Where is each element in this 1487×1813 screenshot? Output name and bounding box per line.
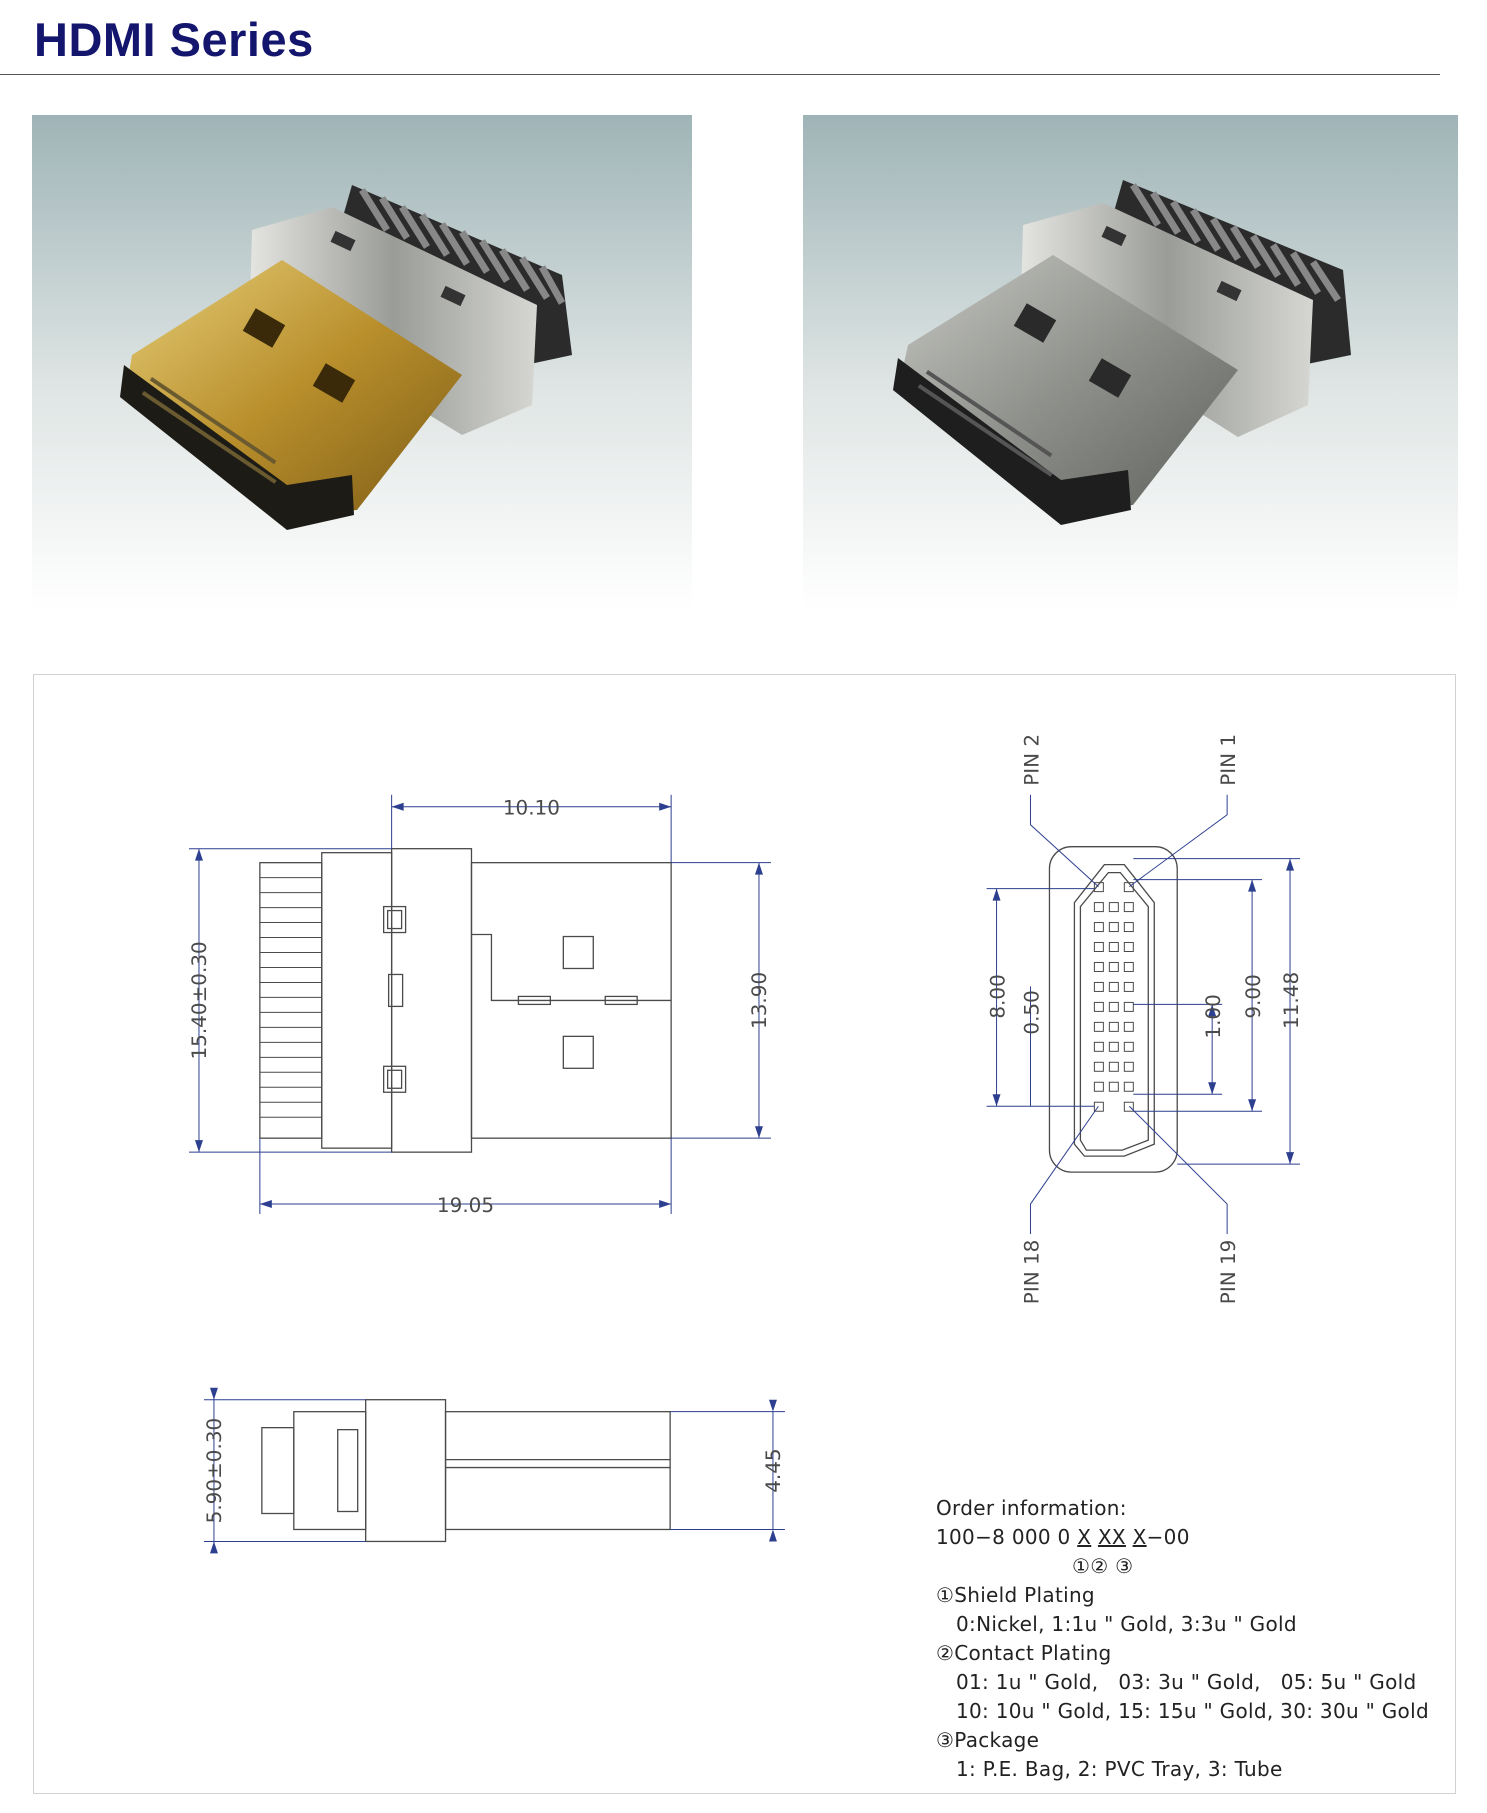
order-heading: Order information: [936, 1496, 1127, 1520]
top-view-outline [260, 849, 671, 1152]
part-field-1: X [1077, 1525, 1092, 1549]
dim-side-height-label: 5.90±0.30 [201, 1417, 226, 1524]
dim-b-label: 0.50 [1019, 990, 1044, 1035]
package-label: ③Package [936, 1728, 1040, 1752]
package-options: 1: P.E. Bag, 2: PVC Tray, 3: Tube [956, 1757, 1283, 1781]
dim-height-label: 15.40±0.30 [186, 941, 211, 1060]
part-markers: ①② ③ [1072, 1554, 1134, 1578]
dim-a-label: 8.00 [985, 974, 1010, 1019]
shield-plating-label: ①Shield Plating [936, 1583, 1095, 1607]
pin-18-label: PIN 18 [1019, 1239, 1044, 1305]
pin-view-outline [1049, 847, 1177, 1172]
part-field-3: X [1132, 1525, 1147, 1549]
nickel-plated-hdmi-connector-photo [803, 115, 1458, 610]
dim-width-label: 10.10 [502, 795, 560, 820]
contact-plating-options-2: 10: 10u " Gold, 15: 15u " Gold, 30: 30u " Gold [956, 1699, 1429, 1723]
pin-grid [1094, 883, 1133, 1112]
pin-2-label: PIN 2 [1019, 733, 1044, 786]
dim-e-label: 11.48 [1279, 971, 1304, 1029]
contact-plating-options-1: 01: 1u " Gold, 03: 3u " Gold, 05: 5u " Gold [956, 1670, 1417, 1694]
dimension-arrows [195, 803, 1294, 1554]
dim-c-label: 1.00 [1201, 994, 1226, 1039]
gold-plated-hdmi-connector-photo [32, 115, 692, 610]
page-title: HDMI Series [34, 13, 314, 66]
dim-inner-label: 13.90 [746, 971, 771, 1029]
order-information [936, 1494, 1429, 1784]
title-divider [0, 74, 1440, 75]
part-prefix: 100−8 000 0 [936, 1525, 1078, 1549]
dim-length-label: 19.05 [436, 1193, 495, 1218]
contact-plating-label: ②Contact Plating [936, 1641, 1112, 1665]
dim-d-label: 9.00 [1241, 974, 1266, 1019]
part-suffix: −00 [1146, 1525, 1190, 1549]
pin-1-label: PIN 1 [1216, 733, 1241, 786]
part-field-2: XX [1097, 1525, 1126, 1549]
part-number [936, 1523, 1429, 1552]
dim-plug-label: 4.45 [760, 1448, 785, 1493]
side-view-outline [262, 1400, 670, 1542]
shield-plating-options: 0:Nickel, 1:1u " Gold, 3:3u " Gold [956, 1612, 1297, 1636]
pin-19-label: PIN 19 [1216, 1239, 1241, 1305]
